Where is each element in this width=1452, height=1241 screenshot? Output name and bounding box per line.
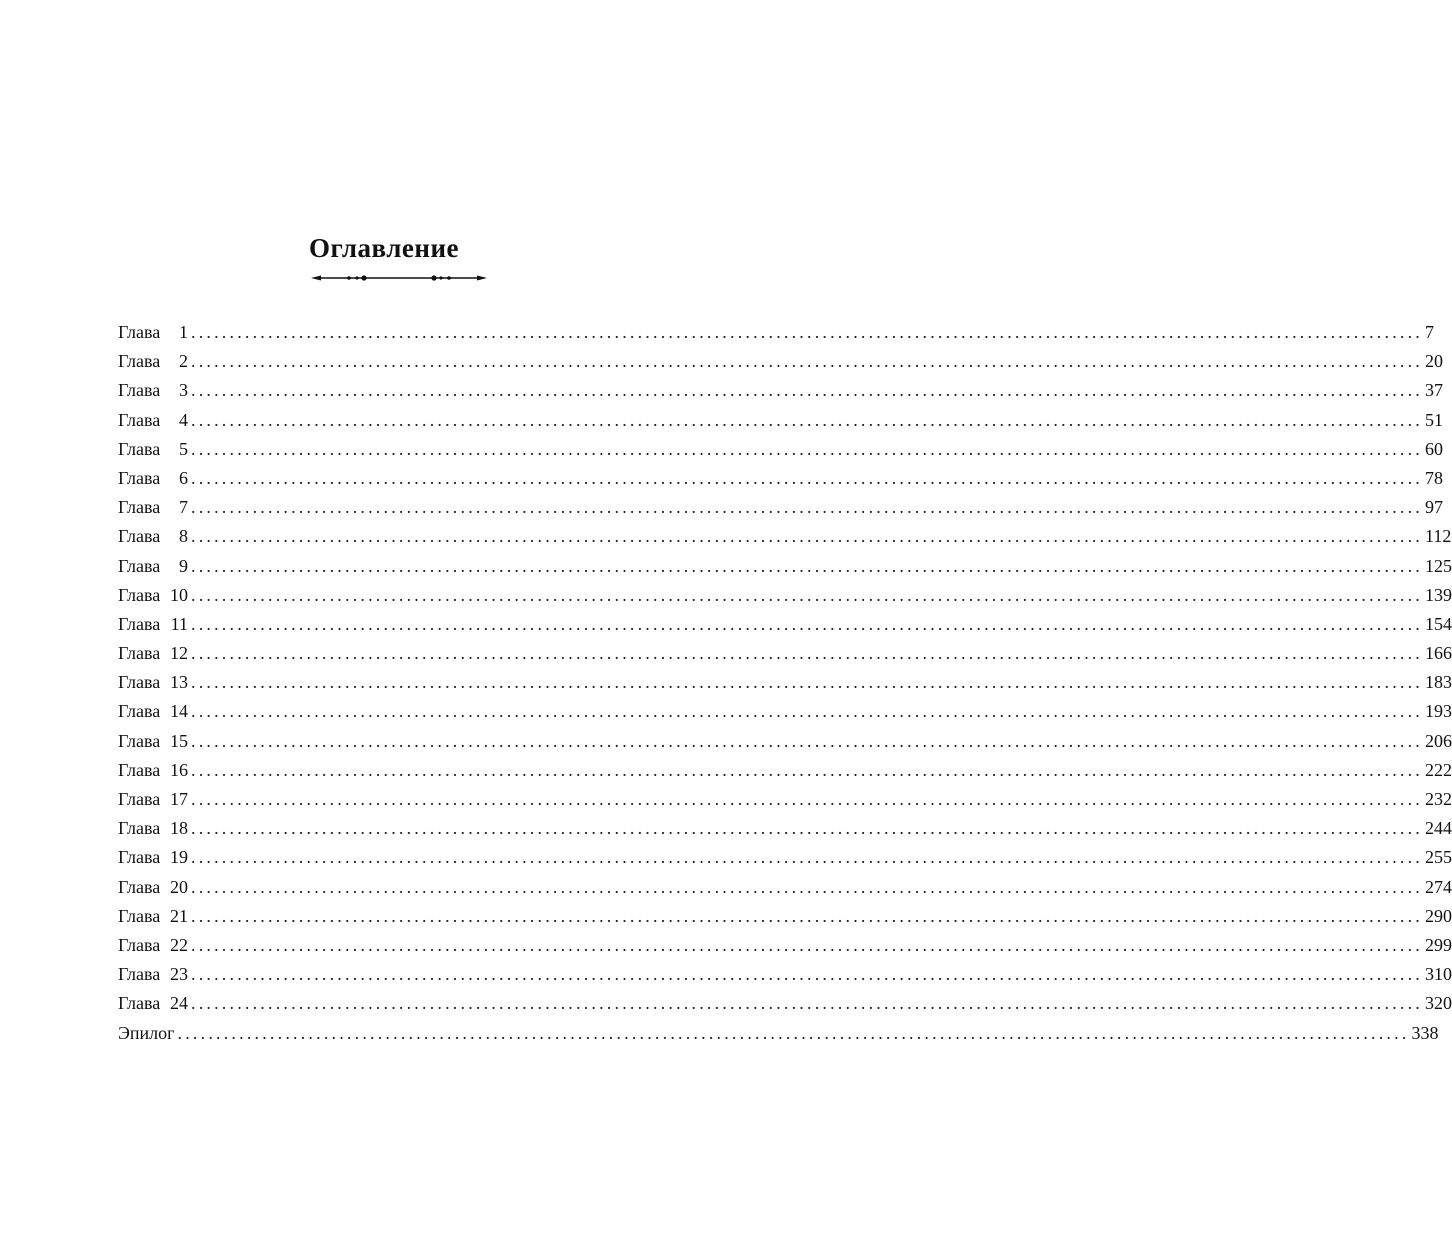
page-number: 154 — [1425, 613, 1452, 634]
chapter-number: 10 — [170, 584, 188, 605]
toc-entry[interactable] — [118, 697, 1452, 726]
chapter-number: 13 — [170, 672, 188, 693]
toc-entry[interactable] — [118, 814, 1452, 843]
chapter-word: Глава — [118, 847, 161, 868]
toc-entry[interactable] — [118, 727, 1452, 756]
chapter-number: 23 — [170, 964, 188, 985]
leader-dots: ................................................................................................................................................................ — [191, 905, 1423, 926]
toc-entry[interactable] — [118, 610, 1452, 639]
chapter-word: Глава — [118, 934, 161, 955]
toc-entry[interactable] — [118, 668, 1452, 697]
epilog-label: Эпилог — [118, 1022, 175, 1043]
toc-entry-epilog[interactable] — [118, 1019, 1439, 1048]
chapter-word: Глава — [118, 613, 161, 634]
page-number: 112 — [1425, 526, 1452, 547]
chapter-word: Глава — [118, 643, 161, 664]
toc-entry[interactable] — [118, 376, 1443, 405]
leader-dots: ................................................................................................................................................................ — [191, 759, 1423, 780]
page-number: 125 — [1425, 555, 1452, 576]
toc-entry[interactable] — [118, 435, 1443, 464]
chapter-number: 3 — [179, 380, 188, 401]
page-number: 78 — [1425, 467, 1443, 488]
chapter-word: Глава — [118, 818, 161, 839]
page-number: 255 — [1425, 847, 1452, 868]
leader-dots: ................................................................................................................................................................ — [191, 643, 1423, 664]
chapter-number: 8 — [179, 526, 188, 547]
toc-entry[interactable] — [118, 989, 1452, 1018]
chapter-word: Глава — [118, 789, 161, 809]
toc-entry[interactable] — [118, 639, 1452, 668]
chapter-number: 24 — [170, 993, 188, 1014]
chapter-word: Глава — [118, 351, 161, 372]
chapter-number: 18 — [170, 818, 188, 839]
chapter-number: 14 — [170, 701, 188, 722]
chapter-word: Глава — [118, 730, 161, 751]
chapter-word: Глава — [118, 467, 161, 488]
page-number: 51 — [1425, 409, 1443, 430]
leader-dots: ................................................................................................................................................................ — [191, 555, 1423, 576]
chapter-word: Глава — [118, 555, 161, 576]
chapter-word: Глава — [118, 409, 161, 430]
leader-dots: ................................................................................................................................................................ — [191, 467, 1423, 488]
page-number: 290 — [1425, 905, 1452, 926]
leader-dots: ................................................................................................................................................................ — [191, 730, 1423, 751]
toc-entry[interactable] — [118, 464, 1443, 493]
chapter-word: Глава — [118, 759, 161, 780]
chapter-number: 12 — [170, 643, 188, 664]
leader-dots: ................................................................................................................................................................ — [191, 934, 1423, 955]
chapter-number: 7 — [179, 497, 188, 518]
toc-entry[interactable] — [118, 873, 1452, 902]
table-of-contents — [118, 318, 1452, 1048]
chapter-word: Глава — [118, 964, 161, 985]
chapter-word: Глава — [118, 584, 161, 605]
toc-entry[interactable] — [118, 552, 1452, 581]
chapter-word: Глава — [118, 672, 161, 693]
leader-dots: ................................................................................................................................................................ — [191, 701, 1423, 722]
chapter-number: 15 — [170, 730, 188, 751]
leader-dots: ................................................................................................................................................................ — [191, 993, 1423, 1014]
leader-dots: ................................................................................................................................................................ — [191, 526, 1423, 547]
leader-dots: ................................................................................................................................................................ — [177, 1022, 1410, 1043]
page-number: 232 — [1425, 789, 1452, 809]
chapter-word: Глава — [118, 993, 161, 1014]
toc-entry[interactable] — [118, 960, 1452, 989]
toc-entry[interactable] — [118, 318, 1434, 347]
page-title: Оглавление — [309, 233, 459, 263]
page-number: 310 — [1425, 964, 1452, 985]
toc-entry[interactable] — [118, 931, 1452, 960]
leader-dots: ................................................................................................................................................................ — [191, 613, 1423, 634]
page-number: 299 — [1425, 934, 1452, 955]
leader-dots: ................................................................................................................................................................ — [191, 409, 1423, 430]
leader-dots: ................................................................................................................................................................ — [191, 818, 1423, 839]
chapter-number: 22 — [170, 934, 188, 955]
chapter-number: 19 — [170, 847, 188, 868]
leader-dots: ................................................................................................................................................................ — [191, 789, 1423, 809]
toc-entry[interactable] — [118, 522, 1452, 551]
chapter-word: Глава — [118, 497, 161, 518]
leader-dots: ................................................................................................................................................................ — [191, 584, 1423, 605]
leader-dots: ................................................................................................................................................................ — [191, 847, 1423, 868]
page-number: 320 — [1425, 993, 1452, 1014]
chapter-word: Глава — [118, 380, 161, 401]
leader-dots: ................................................................................................................................................................ — [191, 322, 1423, 342]
page-number: 222 — [1425, 759, 1452, 780]
chapter-word: Глава — [118, 438, 161, 459]
page-number: 60 — [1425, 438, 1443, 459]
leader-dots: ................................................................................................................................................................ — [191, 438, 1423, 459]
chapter-word: Глава — [118, 905, 161, 926]
toc-entry[interactable] — [118, 493, 1443, 522]
toc-entry[interactable] — [118, 581, 1452, 610]
page-number: 7 — [1425, 322, 1434, 342]
leader-dots: ................................................................................................................................................................ — [191, 672, 1423, 693]
page-number: 193 — [1425, 701, 1452, 722]
toc-entry[interactable] — [118, 843, 1452, 872]
page-number: 274 — [1425, 876, 1452, 897]
page-number: 244 — [1425, 818, 1452, 839]
chapter-number: 16 — [170, 759, 188, 780]
chapter-number: 21 — [170, 905, 188, 926]
page-number: 338 — [1411, 1022, 1439, 1043]
toc-entry[interactable] — [118, 347, 1443, 376]
page-number: 183 — [1425, 672, 1452, 693]
chapter-number: 4 — [179, 409, 188, 430]
leader-dots: ................................................................................................................................................................ — [191, 964, 1423, 985]
page-number: 20 — [1425, 351, 1443, 372]
toc-entry[interactable] — [118, 902, 1452, 931]
chapter-number: 1 — [179, 322, 188, 342]
chapter-number: 11 — [170, 613, 188, 634]
chapter-number: 9 — [179, 555, 188, 576]
chapter-number: 17 — [170, 789, 188, 809]
page-number: 139 — [1425, 584, 1452, 605]
page-number: 206 — [1425, 730, 1452, 751]
chapter-number: 5 — [179, 438, 188, 459]
chapter-word: Глава — [118, 701, 161, 722]
page-number: 37 — [1425, 380, 1443, 401]
page-number: 97 — [1425, 497, 1443, 518]
chapter-word: Глава — [118, 322, 161, 342]
chapter-word: Глава — [118, 876, 161, 897]
leader-dots: ................................................................................................................................................................ — [191, 876, 1423, 897]
leader-dots: ................................................................................................................................................................ — [191, 497, 1423, 518]
toc-entry[interactable] — [118, 406, 1443, 435]
chapter-number: 6 — [179, 467, 188, 488]
chapter-number: 20 — [170, 876, 188, 897]
toc-entry[interactable] — [118, 785, 1452, 814]
chapter-number: 2 — [179, 351, 188, 372]
chapter-word: Глава — [118, 526, 161, 547]
ornament-divider-icon — [309, 270, 489, 286]
leader-dots: ................................................................................................................................................................ — [191, 380, 1423, 401]
page-number: 166 — [1425, 643, 1452, 664]
toc-entry[interactable] — [118, 756, 1452, 785]
leader-dots: ................................................................................................................................................................ — [191, 351, 1423, 372]
